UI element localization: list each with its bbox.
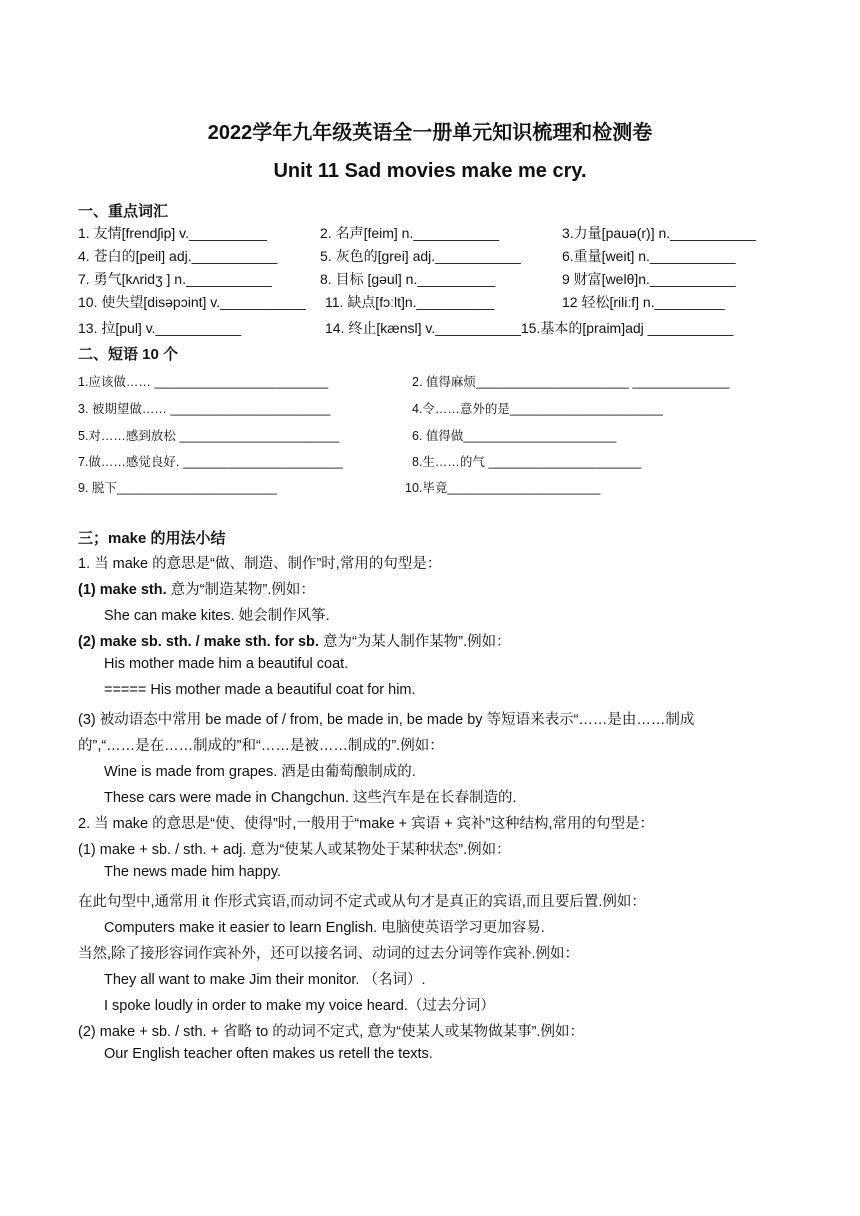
section-make-usage-heading: 三；make 的用法小结 xyxy=(78,530,226,547)
vocab-item: 7. 勇气[kʌridʒ ] n.___________ xyxy=(78,271,272,287)
paragraph-line: 2. 当 make 的意思是“使、使得”时,一般用于“make + 宾语 + 宾补”这种结构,常用的句型是： xyxy=(78,816,655,832)
pattern-label: (1) make sth. xyxy=(78,582,167,598)
paragraph-line: 在此句型中,通常用 it 作形式宾语,而动词不定式或从句才是真正的宾语,而且要后置.例如： xyxy=(78,894,646,910)
vocab-item: 9 财富[welθ]n.___________ xyxy=(562,271,736,287)
vocab-item: 8. 目标 [gəul] n.__________ xyxy=(320,271,496,287)
phrase-item: 2. 值得麻烦______________________ ______________ xyxy=(412,375,730,389)
example-line: The news made him happy. xyxy=(104,864,282,880)
vocab-item: 2. 名声[feim] n.___________ xyxy=(320,225,500,241)
paragraph-line: (1) make + sb. / sth. + adj. 意为“使某人或某物处于某种状态”.例如： xyxy=(78,842,511,858)
example-line: They all want to make Jim their monitor. （名词）. xyxy=(104,972,426,988)
phrase-item: 6. 值得做______________________ xyxy=(412,429,617,443)
vocab-item: 12 轻松[riliːf] n._________ xyxy=(562,294,725,310)
pattern-label: (2) make sb. sth. / make sth. for sb. xyxy=(78,634,319,650)
phrase-item: 10.毕竟______________________ xyxy=(405,481,601,495)
section-vocabulary-heading: 一、重点词汇 xyxy=(78,203,169,220)
vocab-item: 13. 拉[pul] v.___________ xyxy=(78,320,242,336)
phrase-item: 4.令……意外的是______________________ xyxy=(412,402,663,416)
vocab-item: 14. 终止[kænsl] v.___________15.基本的[praim]adj ___________ xyxy=(325,320,734,336)
paragraph-line: 当然,除了接形容词作宾补外，还可以接名词、动词的过去分词等作宾补.例如： xyxy=(78,946,580,962)
pattern-meaning: 意为“制造某物”.例如： xyxy=(166,582,315,598)
paragraph-line: (3) 被动语态中常用 be made of / from, be made in, be made by 等短语来表示“……是由……制成 xyxy=(78,712,695,728)
vocab-item: 11. 缺点[fɔːlt]n.__________ xyxy=(325,294,495,310)
example-line: Wine is made from grapes. 酒是由葡萄酿制成的. xyxy=(104,764,416,780)
vocab-item: 1. 友情[frendʃip] v.__________ xyxy=(78,225,267,241)
vocab-item: 6.重量[weit] n.___________ xyxy=(562,248,736,264)
document-subtitle: Unit 11 Sad movies make me cry. xyxy=(273,160,587,182)
example-line: Computers make it easier to learn English. 电脑使英语学习更加容易. xyxy=(104,920,545,936)
paragraph-line: 的”,“……是在……制成的”和“……是被……制成的”.例如： xyxy=(78,738,444,754)
paragraph-line xyxy=(78,578,315,599)
paragraph-line: 1. 当 make 的意思是“做、制造、制作”时,常用的句型是： xyxy=(78,556,442,572)
example-line: She can make kites. 她会制作风筝. xyxy=(104,608,330,624)
vocab-item: 4. 苍白的[peil] adj.___________ xyxy=(78,248,278,264)
phrase-item: 9. 脱下_______________________ xyxy=(78,481,277,495)
paragraph-line xyxy=(78,630,511,651)
phrase-item: 7.做……感觉良好. _______________________ xyxy=(78,455,343,469)
example-line: ===== His mother made a beautiful coat for him. xyxy=(104,682,416,698)
vocab-item: 5. 灰色的[grei] adj.___________ xyxy=(320,248,521,264)
vocab-item: 3.力量[pauə(r)] n.___________ xyxy=(562,225,756,241)
phrase-item: 5.对……感到放松 _______________________ xyxy=(78,429,340,443)
phrase-item: 1.应该做…… _________________________ xyxy=(78,375,329,389)
pattern-meaning: 意为“为某人制作某物”.例如： xyxy=(318,634,511,650)
example-line: His mother made him a beautiful coat. xyxy=(104,656,349,672)
section-phrases-heading: 二、短语 10 个 xyxy=(78,346,179,363)
paragraph-line: (2) make + sb. / sth. + 省略 to 的动词不定式, 意为“使某人或某物做某事”.例如： xyxy=(78,1024,584,1040)
document-title: 2022学年九年级英语全一册单元知识梳理和检测卷 xyxy=(207,122,653,144)
phrase-item: 8.生……的气 ______________________ xyxy=(412,455,642,469)
example-line: These cars were made in Changchun. 这些汽车是在长春制造的. xyxy=(104,790,517,806)
phrase-item: 3. 被期望做…… _______________________ xyxy=(78,402,331,416)
vocab-item: 10. 使失望[disəpɔint] v.___________ xyxy=(78,294,306,310)
example-line: I spoke loudly in order to make my voice heard.（过去分词） xyxy=(104,998,495,1014)
example-line: Our English teacher often makes us retell the texts. xyxy=(104,1046,433,1062)
